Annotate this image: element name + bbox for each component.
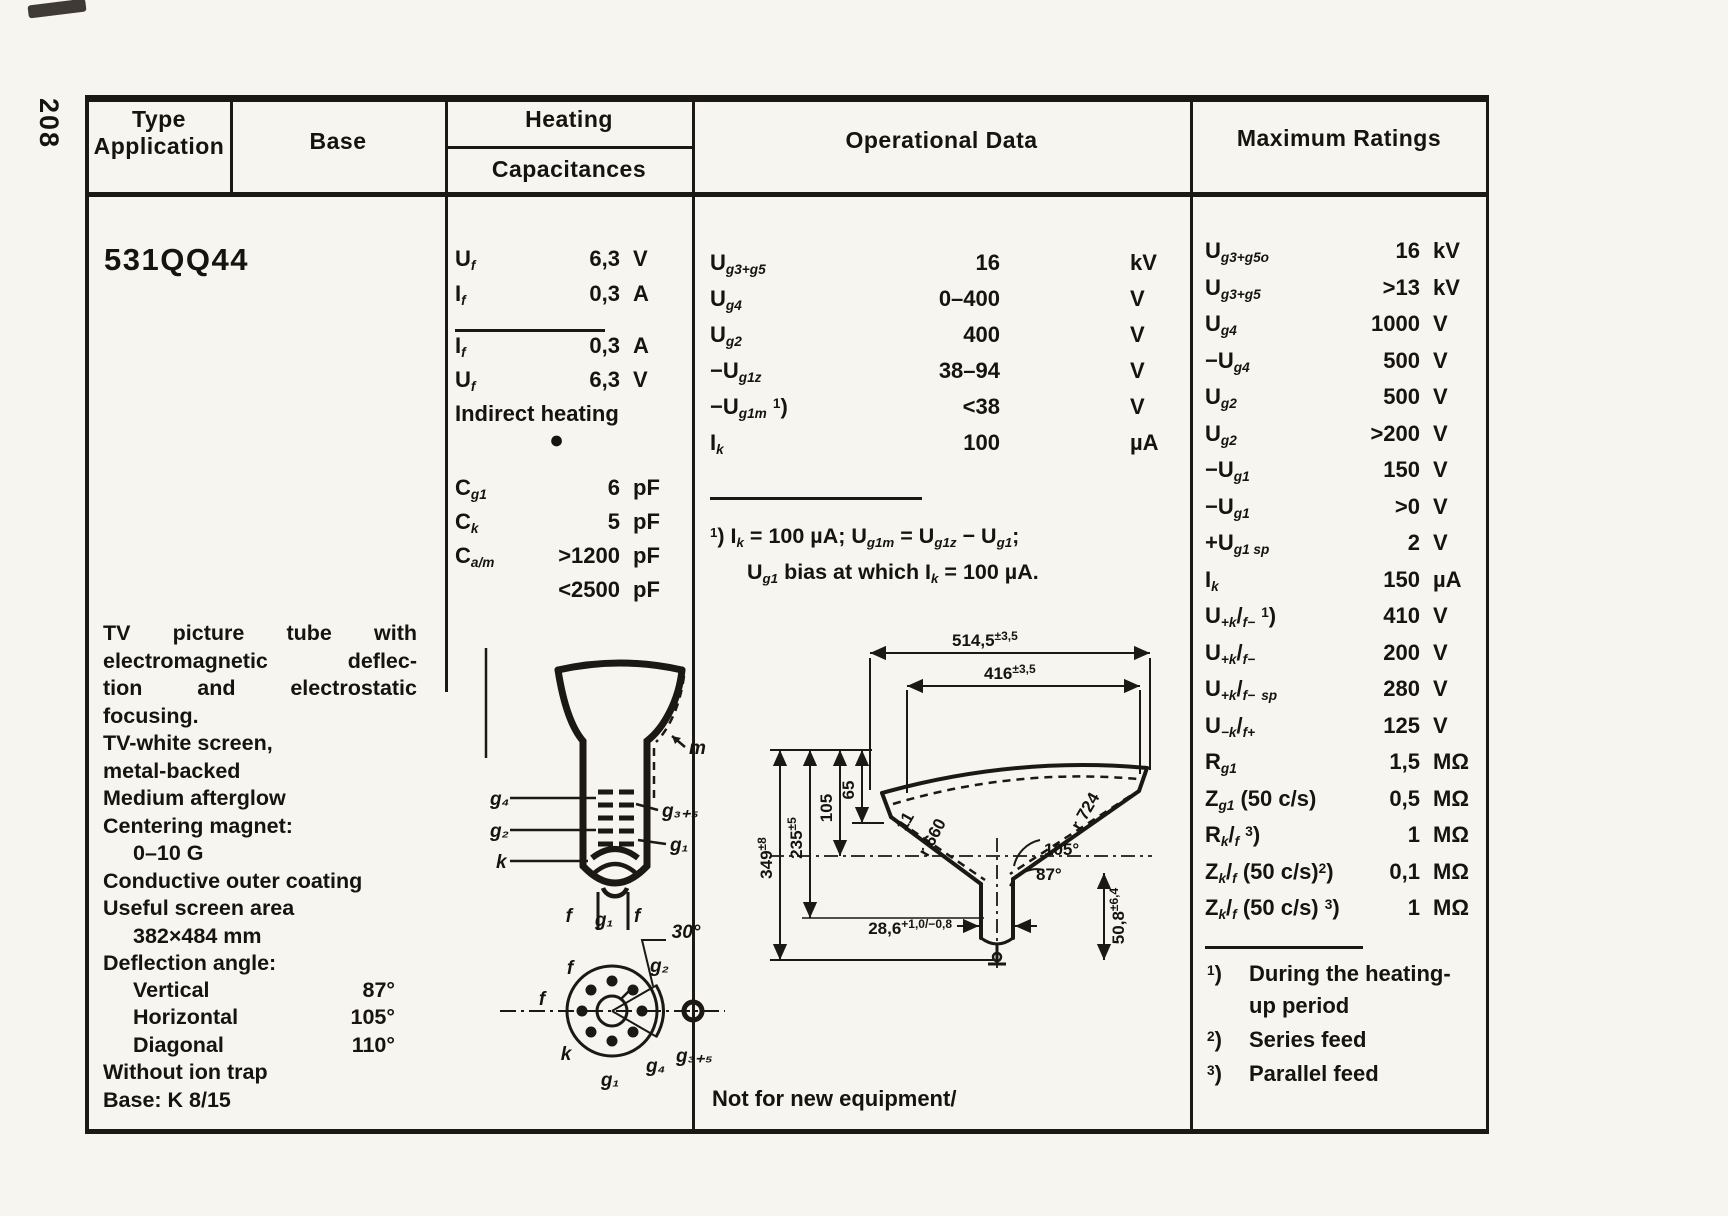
radius-left: r 660: [914, 815, 950, 860]
base-pinout-diagram: [490, 888, 735, 1123]
operational-row: [710, 250, 1155, 282]
parameter-symbol: $U_{-k}/_{f+}$: [1205, 713, 1256, 741]
parameter-symbol: $Z_k/_f$ (50 c/s)$^2$): [1205, 859, 1334, 887]
parameter-unit: V: [1433, 713, 1448, 738]
parameter-unit: V: [633, 367, 648, 392]
parameter-value: >1200: [558, 543, 620, 568]
description-line: focusing.: [103, 703, 199, 728]
parameter-unit: MΩ: [1433, 786, 1469, 811]
rating-row: [1205, 530, 1473, 562]
key-notch: [621, 991, 629, 999]
label-g4: g₄: [490, 789, 510, 810]
tube-type: 531QQ44: [104, 242, 249, 277]
heating-row: [455, 281, 680, 313]
parameter-unit: pF: [633, 577, 660, 602]
parameter-unit: kV: [1433, 275, 1460, 300]
description-line: electromagnetic deflec-: [103, 648, 417, 673]
parameter-unit: MΩ: [1433, 749, 1469, 774]
footnote-marker: $^1$): [1207, 961, 1222, 986]
angle-label: Horizontal: [133, 1005, 239, 1029]
rating-row: [1205, 421, 1473, 453]
dim-neck: $28,6^{+1,0/-0,8}$: [868, 917, 952, 938]
footnote-rule: [1205, 946, 1363, 949]
parameter-unit: MΩ: [1433, 895, 1469, 920]
description-line: Conductive outer coating: [103, 868, 363, 893]
parameter-value: 0–400: [938, 286, 1000, 311]
rating-row: [1205, 275, 1473, 307]
parameter-unit: pF: [633, 475, 660, 500]
parameter-unit: µA: [1130, 430, 1159, 455]
rating-row: [1205, 603, 1473, 635]
parameter-unit: V: [1433, 494, 1448, 519]
divider-heating-capacitances: [447, 146, 692, 149]
parameter-value: 0,1: [1389, 859, 1420, 884]
rating-row: [1205, 384, 1473, 416]
parameter-symbol: $I_f$: [455, 333, 466, 361]
parameter-symbol: $U_{+k}/_{f-}$: [1205, 640, 1256, 668]
rating-row: [1205, 640, 1473, 672]
base-arch: [591, 864, 639, 876]
parameter-value: >13: [1382, 275, 1420, 300]
parameter-value: 410: [1383, 603, 1420, 628]
dim-65: 65: [839, 780, 858, 800]
parameter-unit: V: [1130, 358, 1145, 383]
parameter-value: 0,3: [589, 281, 620, 306]
parameter-symbol: $-U_{g1m}$ $^1$): [710, 394, 788, 422]
label-g3-5: g₃₊₅: [662, 801, 699, 822]
label-g1: g₁: [594, 910, 614, 931]
deflection-angle-row: [133, 978, 395, 1003]
column-header-type-application: [90, 106, 228, 160]
parameter-symbol: $C_k$: [455, 509, 479, 537]
column-header-maximum-ratings: Maximum Ratings: [1236, 125, 1442, 151]
parameter-unit: MΩ: [1433, 859, 1469, 884]
angle-label: Vertical: [133, 978, 210, 1002]
parameter-symbol: $+U_{g1 sp}$: [1205, 530, 1270, 558]
rating-row: [1205, 238, 1473, 270]
parameter-symbol: $I_f$: [455, 281, 466, 309]
parameter-symbol: $U_{g4}$: [710, 286, 742, 314]
dim-width-outer: $514,5^{\pm 3,5}$: [952, 629, 1018, 650]
heating-separator-rule: [455, 329, 605, 332]
parameter-unit: A: [633, 333, 649, 358]
page-number: 208: [34, 98, 64, 150]
footnote-item: [1205, 1024, 1461, 1056]
capacitance-row: [455, 543, 680, 575]
parameter-value: 2: [1407, 530, 1420, 555]
description-line: TV-white screen,: [103, 731, 273, 755]
parameter-unit: V: [1433, 640, 1448, 665]
rating-row: [1205, 822, 1473, 854]
dimension-drawing: [752, 608, 1182, 973]
parameter-value: 16: [1395, 238, 1420, 263]
parameter-value: 100: [963, 430, 1000, 455]
angle-value: 110°: [351, 1033, 395, 1057]
header-divider: [85, 192, 1489, 197]
parameter-symbol: $U_{+k}/_{f-}$ $^1$): [1205, 603, 1277, 631]
angle-value: 87°: [362, 978, 395, 1002]
radius-right: r 724: [1067, 789, 1104, 834]
dim-length: $50,8^{\pm 6,4}$: [1107, 887, 1128, 945]
parameter-value: 0,5: [1389, 786, 1420, 811]
parameter-value: 1: [1407, 895, 1420, 920]
operational-footnote: $U_{g1}$ bias at which $I_k = 100$ µA.: [747, 560, 1039, 586]
angle-value: 105°: [350, 1005, 395, 1029]
parameter-value: 150: [1383, 457, 1420, 482]
parameter-symbol: $-U_{g1z}$: [710, 358, 762, 386]
tube-description: [103, 620, 417, 978]
parameter-value: 500: [1383, 348, 1420, 373]
parameter-unit: V: [1130, 394, 1145, 419]
table-border-bottom: [85, 1129, 1489, 1134]
header-application: Application: [93, 133, 225, 159]
label-f: f: [634, 906, 641, 927]
rating-row: [1205, 713, 1473, 745]
parameter-value: 6: [607, 475, 620, 500]
deflection-angle-row: [133, 1005, 395, 1030]
parameter-unit: V: [1433, 676, 1448, 701]
capacitance-row: [455, 475, 680, 507]
ratings-footnotes: [1205, 958, 1461, 1092]
description-line: Medium afterglow: [103, 786, 286, 810]
footnote-text: During the heating-up period: [1249, 961, 1451, 1018]
parameter-symbol: $-U_{g1}$: [1205, 457, 1250, 485]
parameter-symbol: $U_f$: [455, 246, 476, 274]
parameter-unit: µA: [1433, 567, 1462, 592]
dim-height-screen: $235^{\pm 5}$: [785, 817, 806, 859]
dim-height-overall: $349^{\pm 8}$: [755, 837, 776, 879]
parameter-unit: V: [1433, 311, 1448, 336]
parameter-value: 400: [963, 322, 1000, 347]
parameter-symbol: $-U_{g4}$: [1205, 348, 1250, 376]
parameter-symbol: $U_{g4}$: [1205, 311, 1237, 339]
footnote-text: Parallel feed: [1249, 1061, 1379, 1086]
label-g1: g₁: [670, 835, 689, 856]
parameter-symbol: $U_{g3+g5}$: [710, 250, 766, 278]
footnote-marker: $^3$): [1207, 1061, 1222, 1086]
rating-row: [1205, 749, 1473, 781]
column-header-operational-data: Operational Data: [845, 127, 1038, 153]
column-header-heating: Heating: [525, 106, 613, 132]
parameter-value: 16: [975, 250, 1000, 275]
footnote-text: Series feed: [1249, 1027, 1367, 1052]
parameter-value: 150: [1383, 567, 1420, 592]
parameter-symbol: $R_{g1}$: [1205, 749, 1237, 777]
rating-row: [1205, 859, 1473, 891]
parameter-symbol: $U_{+k}/_{f-}$ $_{sp}$: [1205, 676, 1278, 704]
parameter-value: 1: [1407, 822, 1420, 847]
footnote-item: [1205, 1058, 1461, 1090]
capacitance-row: [455, 577, 680, 609]
label-g2: g₂: [490, 821, 509, 842]
dim-105: 105: [817, 793, 836, 823]
parameter-unit: V: [1433, 457, 1448, 482]
parameter-value: 5: [607, 509, 620, 534]
parameter-symbol: $I_k$: [1205, 567, 1219, 595]
parameter-symbol: $C_{g1}$: [455, 475, 487, 503]
parameter-symbol: $U_{g3+g5}$: [1205, 275, 1261, 303]
description-line: Centering magnet:: [103, 813, 293, 838]
label-g1: g₁: [600, 1070, 620, 1091]
header-type: Type: [132, 106, 186, 132]
rating-row: [1205, 567, 1473, 599]
label-30deg: 30°: [671, 922, 701, 943]
footnote-marker: $^2$): [1207, 1027, 1222, 1052]
angle-label: Diagonal: [133, 1033, 224, 1057]
table-border-top: [85, 95, 1489, 102]
parameter-symbol: $U_{g2}$: [1205, 421, 1237, 449]
parameter-symbol: $U_f$: [455, 367, 476, 395]
parameter-value: 6,3: [589, 367, 620, 392]
parameter-value: 200: [1383, 640, 1420, 665]
parameter-value: >200: [1370, 421, 1420, 446]
parameter-symbol: $Z_{g1}$ (50 c/s): [1205, 786, 1317, 814]
operational-row: [710, 430, 1159, 462]
parameter-unit: V: [633, 246, 648, 271]
parameter-symbol: $R_k/_f$ $^3$): [1205, 822, 1261, 850]
parameter-symbol: $-U_{g1}$: [1205, 494, 1250, 522]
footnote-item: [1205, 958, 1461, 1022]
rating-row: [1205, 895, 1473, 927]
label-g3-5: g₃₊₅: [676, 1046, 713, 1067]
description-line: 0–10 G: [133, 841, 204, 865]
description-line: 382×484 mm: [133, 923, 262, 948]
parameter-unit: V: [1130, 286, 1145, 311]
parameter-symbol: $I_k$: [710, 430, 724, 458]
table-border-right: [1486, 95, 1489, 1134]
parameter-unit: kV: [1130, 250, 1157, 275]
parameter-value: 1,5: [1389, 749, 1420, 774]
parameter-unit: V: [1433, 421, 1448, 446]
heating-row: [455, 246, 680, 278]
label-m: m: [689, 738, 706, 759]
parameter-symbol: $C_{a/m}$: [455, 543, 495, 571]
operational-row: [710, 322, 1155, 354]
parameter-value: 500: [1383, 384, 1420, 409]
parameter-value: <2500: [558, 577, 620, 602]
operational-row: [710, 358, 1155, 390]
parameter-unit: V: [1433, 530, 1448, 555]
description-line: TV picture tube with: [103, 621, 417, 645]
deflection-angle-row: [133, 1033, 395, 1058]
parameter-unit: pF: [633, 543, 660, 568]
parameter-symbol: $U_{g2}$: [710, 322, 742, 350]
rating-row: [1205, 311, 1473, 343]
description-line: tion and electrostatic: [103, 676, 417, 700]
parameter-value: 280: [1383, 676, 1420, 701]
rating-row: [1205, 457, 1473, 489]
parameter-value: 125: [1383, 713, 1420, 738]
divider-base-heating: [445, 95, 448, 692]
angle-87: 87°: [1036, 865, 1062, 884]
label-f: f: [566, 958, 574, 979]
column-header-base: Base: [309, 128, 367, 154]
equipment-note: Not for new equipment/: [712, 1086, 957, 1111]
footnote-rule: [710, 497, 922, 500]
operational-footnote: $^1$) $I_k = 100$ µA; $U_{g1m} = U_{g1z} - U_{g1}$;: [710, 524, 1020, 550]
electrode-dashes: [598, 792, 634, 844]
heating-row: [455, 367, 680, 399]
operational-row: [710, 394, 1155, 426]
parameter-value: 6,3: [589, 246, 620, 271]
column-header-capacitances: Capacitances: [491, 156, 647, 182]
dim-width-screen: $416^{\pm 3,5}$: [984, 662, 1036, 683]
label-g2: g₂: [650, 956, 669, 977]
leader-lines: [510, 736, 685, 861]
rating-row: [1205, 494, 1473, 526]
parameter-unit: V: [1433, 603, 1448, 628]
parameter-unit: V: [1433, 348, 1448, 373]
label-g4: g₄: [646, 1056, 666, 1077]
parameter-value: 1000: [1371, 311, 1420, 336]
label-k: k: [560, 1044, 572, 1065]
table-border-left: [85, 95, 89, 1134]
label-k: k: [496, 852, 507, 873]
parameter-unit: MΩ: [1433, 822, 1469, 847]
parameter-unit: V: [1433, 384, 1448, 409]
parameter-unit: pF: [633, 509, 660, 534]
description-line: Useful screen area: [103, 896, 295, 920]
rating-row: [1205, 786, 1473, 818]
glass-thickness: 11: [892, 808, 918, 834]
parameter-unit: kV: [1433, 238, 1460, 263]
note-bullet-icon: ●: [549, 426, 565, 454]
description-line: Deflection angle:: [103, 951, 277, 975]
capacitance-row: [455, 509, 680, 541]
heating-row: [455, 333, 680, 365]
operational-row: [710, 286, 1155, 318]
parameter-symbol: $U_{g3+g5o}$: [1205, 238, 1269, 266]
label-f: f: [565, 906, 572, 927]
angle-105: 105°: [1044, 840, 1080, 859]
parameter-symbol: $U_{g2}$: [1205, 384, 1237, 412]
divider-operational-maximum: [1190, 95, 1193, 1134]
description-line: Base: K 8/15: [103, 1088, 231, 1112]
label-f: f: [538, 989, 546, 1010]
parameter-unit: A: [633, 281, 649, 306]
scan-smudge: [27, 0, 86, 18]
description-line: Without ion trap: [103, 1060, 268, 1084]
parameter-value: >0: [1394, 494, 1420, 519]
rating-row: [1205, 348, 1473, 380]
description-line: metal-backed: [103, 758, 241, 783]
parameter-unit: V: [1130, 322, 1145, 347]
indirect-heating-note: Indirect heating: [455, 401, 619, 426]
cathode-arc: [592, 849, 638, 858]
parameter-value: 38–94: [938, 358, 1000, 383]
rating-row: [1205, 676, 1473, 708]
parameter-value: 0,3: [589, 333, 620, 358]
parameter-symbol: $Z_k/_f$ (50 c/s) $^3$): [1205, 895, 1340, 923]
parameter-value: <38: [962, 394, 1000, 419]
